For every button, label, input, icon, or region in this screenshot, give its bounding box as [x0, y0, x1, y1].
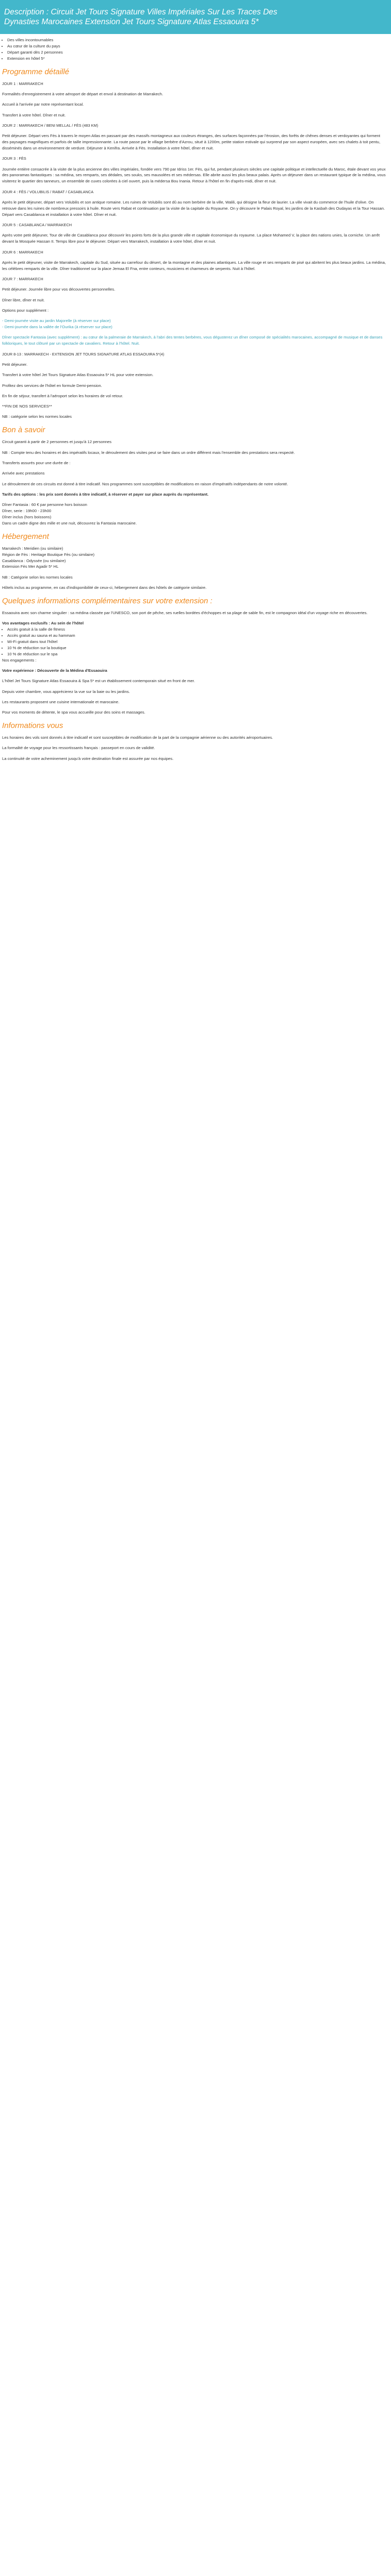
price-text: Le déroulement de ces circuits est donné à titre indicatif. Nos programmes sont susceptibles de modifications en raison d'impératifs indépendants de notre volonté. [2, 481, 288, 486]
day-title: JOUR 2 : MARRAKECH / BENI MELLAL / FÈS (483 KM) [2, 123, 99, 128]
day-title: JOUR 8-13 : MARRAKECH - EXTENSION JET TOURS SIGNATURE ATLAS ESSAOUIRA 5*(4) [2, 351, 165, 357]
extras-text: Les restaurants proposent une cuisine internationale et marocaine. [2, 699, 120, 704]
lodging-text: Extension Fès Mer Agadir 5* HL [2, 564, 59, 569]
page [0, 0, 391, 762]
intro-bullet: • Départ garanti dès 2 personnes [7, 49, 386, 56]
day-text: En fin de séjour, transfert à l'aéroport selon les horaires de vol retour. [2, 393, 123, 398]
day-text: Transfert à votre hôtel. Dîner et nuit. [2, 112, 66, 117]
day-text: Dîner spectacle Fantasia (avec supplément) : au cœur de la palmeraie de Marrakech, à l'abri des tentes berbères, vous dégusterez un dîner composé de spécialités marocaines, accompagné de musique et de danses folkloriques, le tout clôturé par un spectacle de cavaliers. Retour à l'hôtel. Nuit. [2, 335, 383, 346]
extras-list [2, 626, 386, 657]
price-text: Tarifs des options : les prix sont donnés à titre indicatif, à réserver et payer sur place auprès du représentant. [2, 492, 209, 497]
lodging-text: Hôtels inclus au programme, en cas d'indisponibilité de ceux-ci, hébergement dans des hôtels de catégorie similaire. [2, 585, 207, 590]
extras-text: Vos avantages exclusifs : Au sein de l'hôtel [2, 621, 84, 626]
intro-bullet: • Extension en hôtel 5* [7, 56, 386, 62]
day-text: Profitez des services de l'hôtel en formule Demi-pension. [2, 383, 102, 388]
lodging-text: Région de Fès : Heritage Boutique Fès (ou similaire) [2, 552, 95, 557]
extras-text: Depuis votre chambre, vous apprécierez la vue sur la baie ou les jardins. [2, 689, 130, 694]
day-text: Après votre petit déjeuner, Tour de ville de Casablanca pour découvrir les points forts de la plus grande ville et capitale économique du royaume. La place Mohamed V, la place des nations unies, la corniche. Un arrêt devant la Mosquée Hassan II. Temps libre pour le déjeuner. Départ vers Marrakech, installation à votre hôtel, dîner et nuit. [2, 233, 380, 244]
price-text: Transferts assurés pour une durée de : [2, 460, 71, 465]
lodging-text: Marrakech : Meridien (ou similaire) [2, 546, 63, 551]
day-text: Accueil à l'arrivée par notre représentant local. [2, 102, 84, 107]
day-text: Petit déjeuner. [2, 362, 28, 367]
day-text: Petit déjeuner. Journée libre pour vos découvertes personnelles. [2, 287, 116, 292]
section-title-lodging: Hébergement [2, 532, 49, 541]
price-text: NB : Compte tenu des horaires et des impératifs locaux, le déroulement des visites peut se faire dans un ordre différent mais l'ensemble des prestations sera respecté. [2, 450, 295, 455]
day-text: Après le petit déjeuner, départ vers Volubilis et son antique romaine. Les ruines de Volubilis sont dû au nom berbère de la ville, Walili, qui désigne la fleur de laurier. La ville vivait du commerce de l'huile d'olive. On retrouve dans les ruines de nombreux pressoirs à huile. Route vers Rabat et continuation par la visite de la capitale du Royaume. On y découvre le Palais Royal, les jardins de la Kasbah des Oudayas et la Tour Hassan. Départ vers Casablanca et installation à votre hôtel. Dîner et nuit. [2, 199, 385, 217]
day-title: JOUR 5 : CASABLANCA / MARRAKECH [2, 223, 72, 228]
page-title: Description : Circuit Jet Tours Signature Villes Impériales Sur Les Traces Des Dynasties Marocaines Extension Jet Tours Signature Atlas Essaouira 5* [4, 8, 278, 26]
day-title: JOUR 1 : MARRAKECH [2, 81, 43, 86]
extras-text: Nos engagements : [2, 657, 37, 663]
important-text: La formalité de voyage pour les ressortissants français : passeport en cours de validité. [2, 745, 155, 751]
day-text: Petit déjeuner. Départ vers Fès à travers le moyen Atlas en passant par des massifs montagneux aux couleurs étranges, des surfaces façonnées par l'érosion, des forêts de chênes denses et verdoyantes qui forment des paysages magnifiques et parfois de taille impressionnante. La route passe par le village berbère d'Azrou, situé à 1200m, petite station estivale qui surprend par son aspect européen, avec ses chalets à toit pentu, disséminés dans un environnement de verdure. Déjeuner à Kenifra. Arrivée à Fès. Installation à votre hôtel, dîner et nuit. [2, 133, 381, 150]
day-title: JOUR 7 : MARRAKECH [2, 277, 43, 282]
section-title-extras: Quelques informations complémentaires sur votre extension : [2, 596, 213, 605]
day-text: Après le petit déjeuner, visite de Marrakech, capitale du Sud, située au carrefour du désert, de la montagne et des plaines atlantiques. La ville rouge et ses remparts de pisé qui abritent les plus beaux jardins. La médina, les célèbres remparts de la ville. Dîner traditionnel sur la place Jemaa El Fna, entre conteurs, musiciens et charmeurs de serpents. Nuit à l'hôtel. [2, 260, 386, 271]
important-text: La continuité de votre acheminement jusqu'à votre destination finale est assurée par nos équipes. [2, 756, 174, 761]
day-text: Journée entière consacrée à la visite de la plus ancienne des villes impériales, fondée vers 790 par Idriss 1er. Fès, qui fut, pendant plusieurs siècles une capitale politique et intellectuelle du Maroc, étale devant vos yeux des panoramas fantastiques : sa médina, ses remparts, ses dédales, ses souks, ses mausolées et ses médersas. Elle abrite aussi les plus beaux palais. Après un déjeuner dans un restaurant typique de la médina, vous visiterez le quartier des tanneurs, un ensemble de cuves colorées à ciel ouvert, puis la médersa Bou Inania. Retour à l'hôtel en fin d'après-midi, dîner et nuit. [2, 166, 386, 184]
extras-text: Essaouira avec son charme singulier : sa médina classée par l'UNESCO, son port de pêche, ses ruelles bordées d'échoppes et sa plage de sable fin, est le compagnon idéal d'un voyage riche en découvertes. [2, 610, 368, 615]
section-title-important: Informations vous [2, 721, 63, 731]
price-text: Dans un cadre digne des mille et une nuit, découvrez la Fantasia marocaine. [2, 520, 137, 526]
day-text: Formalités d'enregistrement à votre aéroport de départ et envol à destination de Marrakech. [2, 91, 164, 96]
important-text: Les horaires des vols sont donnés à titre indicatif et sont susceptibles de modification de la part de la compagnie aérienne ou des autorités aéroportuaires. [2, 735, 273, 740]
lodging-text: Casablanca : Odyssée (ou similaire) [2, 558, 66, 563]
intro-list [2, 37, 386, 62]
extras-bullet: • Wi-Fi gratuit dans tout l'hôtel [7, 639, 386, 645]
day-text: Options pour supplément : [2, 308, 49, 313]
day-text: **FIN DE NOS SERVICES** [2, 404, 52, 409]
lodging-text: NB : Catégorie selon les normes locales [2, 574, 73, 580]
extras-bullet: • 10 % de réduction sur la boutique [7, 645, 386, 651]
extras-bullet: • Accès gratuit au sauna et au hammam [7, 633, 386, 639]
extras-bullet: • 10 % de réduction sur le spa [7, 651, 386, 657]
day-title: JOUR 3 : FÈS [2, 156, 26, 161]
day-title: JOUR 6 : MARRAKECH [2, 249, 43, 255]
intro-bullet: • Des villes incontournables [7, 37, 386, 43]
price-text: Arrivée avec prestations [2, 471, 45, 476]
day-title: JOUR 4 : FÈS / VOLUBILIS / RABAT / CASABLANCA [2, 189, 94, 194]
price-text: Dîner, serie : 19h00 - 23h00 [2, 509, 52, 513]
extras-text: Pour vos moments de détente, le spa vous accueille pour des soins et massages. [2, 710, 145, 715]
day-text: Dîner libre, dîner et nuit. [2, 297, 45, 302]
price-text: Dîner Fantasia : 60 € par personne hors boisson [2, 502, 87, 507]
price-text: Circuit garanti à partir de 2 personnes et jusqu'à 12 personnes [2, 439, 112, 445]
extras-text: L'hôtel Jet Tours Signature Atlas Essaouira & Spa 5* est un établissement contemporain situé en front de mer. [2, 679, 195, 684]
section-title-prices: Bon à savoir [2, 426, 45, 435]
title-banner [0, 0, 391, 34]
section-title-programme: Programme détaillé [2, 67, 70, 76]
day-option: - Demi-journée visite au jardin Majorelle (à réserver sur place) [2, 318, 111, 324]
extras-text: Votre expérience : Découverte de la Médina d'Essaouira [2, 668, 107, 673]
day-text: Transfert à votre hôtel Jet Tours Signature Atlas Essaouira 5* HL pour votre extension. [2, 372, 154, 378]
day-option: - Demi-journée dans la vallée de l'Ourika (à réserver sur place) [2, 325, 112, 330]
price-text: Dîner inclus (hors boissons) [2, 514, 52, 519]
extras-bullet: • Accès gratuit à la salle de fitness [7, 626, 386, 633]
day-text: NB : catégorie selon les normes locales [2, 414, 72, 419]
intro-bullet: • Au cœur de la culture du pays [7, 43, 386, 49]
